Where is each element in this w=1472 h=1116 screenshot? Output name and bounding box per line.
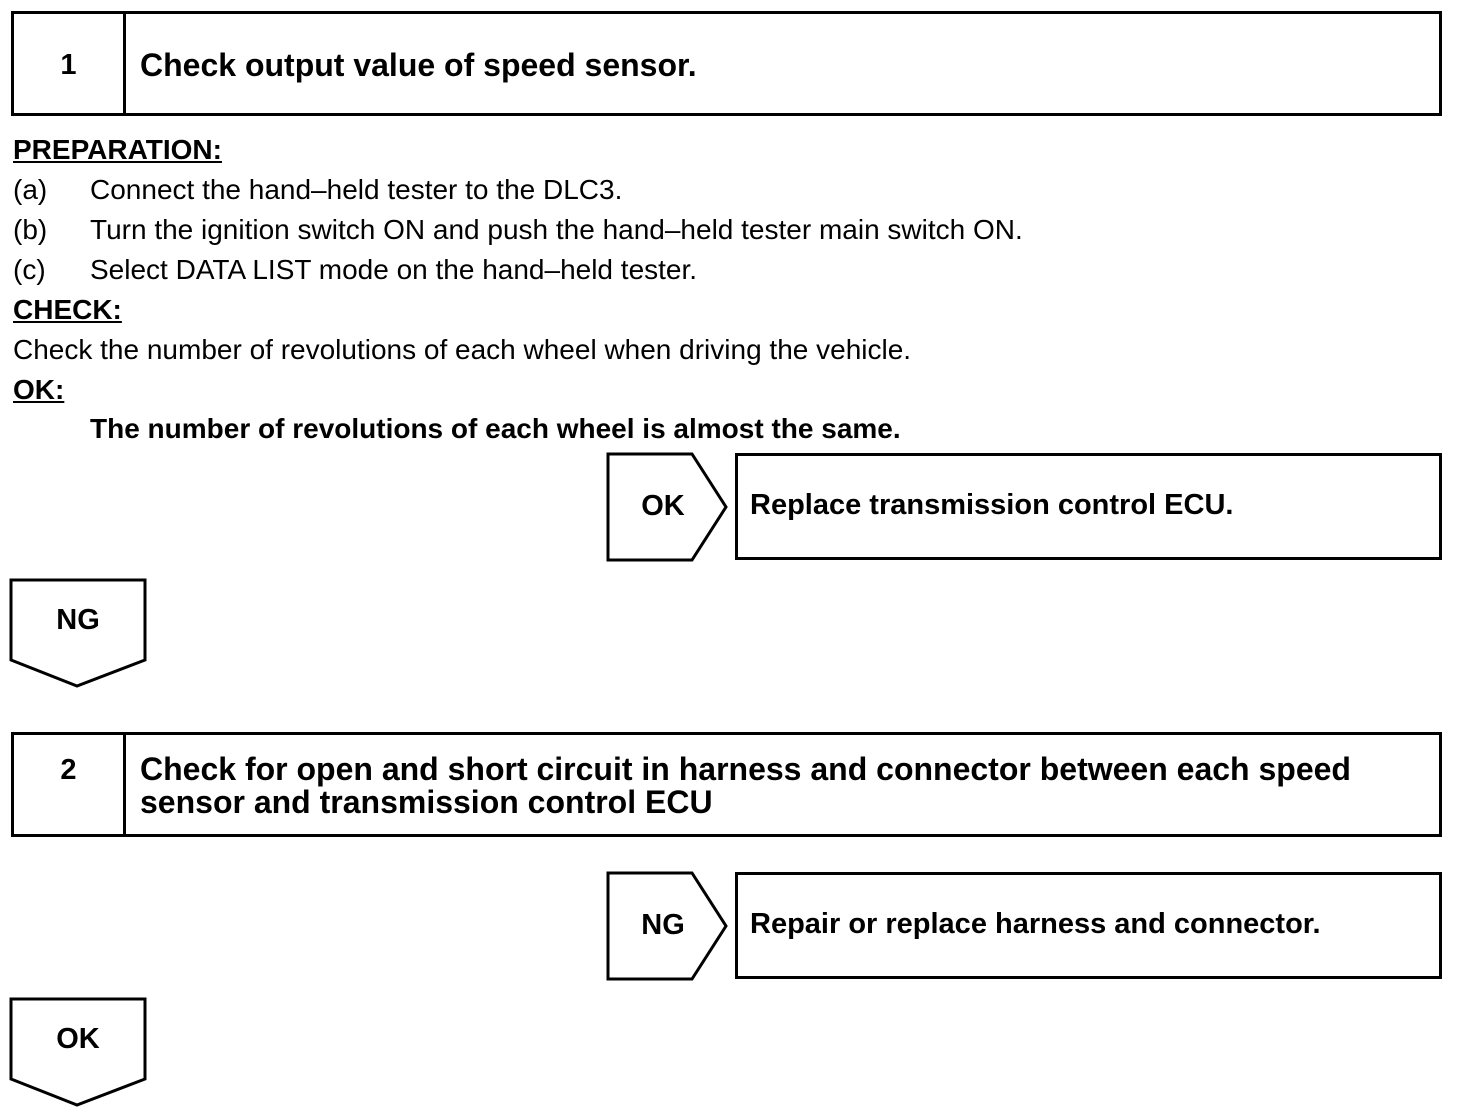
preparation-heading: PREPARATION: <box>13 134 222 165</box>
prep-item-a-label: (a) <box>13 174 48 205</box>
step-1-number: 1 <box>14 14 126 113</box>
ok-spec-text: The number of revolutions of each wheel is almost the same. <box>90 413 901 444</box>
step-2-number: 2 <box>14 735 126 834</box>
prep-item-b-text: Turn the ignition switch ON and push the hand–held tester main switch ON. <box>90 214 1023 245</box>
step-2-box <box>11 732 1442 837</box>
step-1-title: Check output value of speed sensor. <box>140 47 697 83</box>
ng-result-arrow-label: NG <box>641 909 685 941</box>
ok-heading: OK: <box>13 374 65 405</box>
check-heading: CHECK: <box>13 294 122 325</box>
ok-flow-label: OK <box>56 1023 100 1055</box>
check-text: Check the number of revolutions of each wheel when driving the vehicle. <box>13 334 912 365</box>
prep-item-c-label: (c) <box>13 254 46 285</box>
result-1-text: Replace transmission control ECU. <box>750 489 1234 521</box>
ok-result-arrow-label: OK <box>641 490 685 522</box>
ng-flow-label: NG <box>56 604 100 636</box>
result-2-text: Repair or replace harness and connector. <box>750 908 1321 940</box>
prep-item-c-text: Select DATA LIST mode on the hand–held tester. <box>90 254 698 285</box>
prep-item-a-text: Connect the hand–held tester to the DLC3. <box>90 174 623 205</box>
result-2-box <box>735 872 1442 979</box>
step-1-box <box>11 11 1442 116</box>
prep-item-b-label: (b) <box>13 214 48 245</box>
result-1-box <box>735 453 1442 560</box>
step-2-title: Check for open and short circuit in harness and connector between each speed sensor and transmission control ECU <box>140 751 1351 820</box>
